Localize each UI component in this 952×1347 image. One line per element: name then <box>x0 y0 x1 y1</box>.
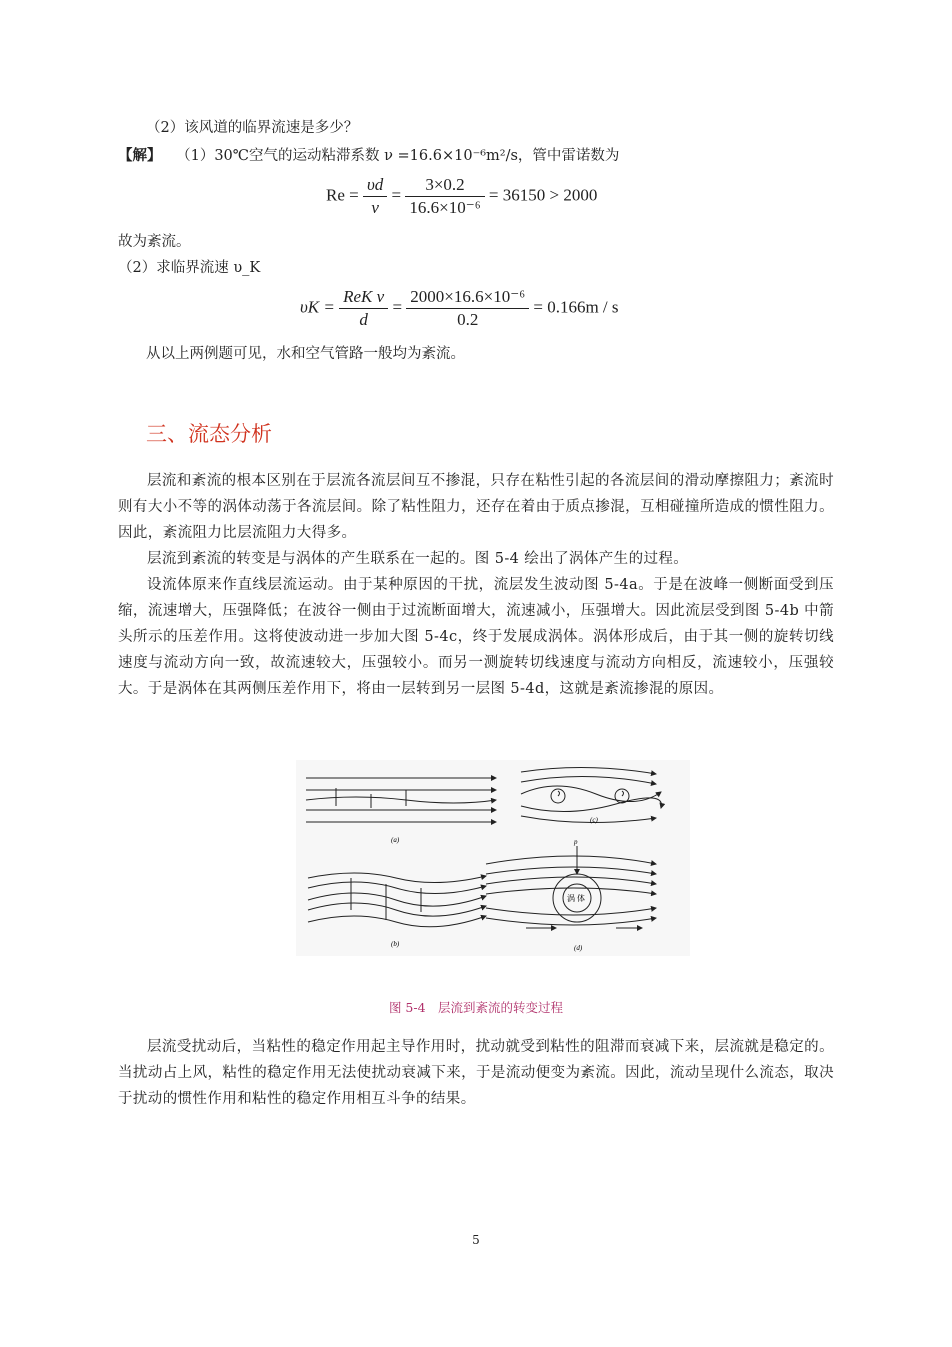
eq1-frac2 <box>405 174 484 219</box>
equation-reynolds <box>326 174 597 219</box>
eq2-frac2 <box>406 286 529 331</box>
paragraph-3: 设流体原来作直线层流运动。由于某种原因的干扰，流层发生波动图 5-4a。于是在波峰一侧断面受到压缩，流速增大，压强降低；在波谷一侧由于过流断面增大，流速减小，压强增大。因此流层受到图 5-4b 中箭头所示的压差作用。这将使波动进一步加大图 5-4c，终于发展成涡体。涡体形成后，由于其一侧的旋转切线速度与流动方向一致，故流速较大，压强较小。而另一测旋转切线速度与流动方向相反，流速较小，压强较大。于是涡体在其两侧压差作用下，将由一层转到另一层图 5-4d，这就是紊流掺混的原因。 <box>118 577 834 697</box>
panel-b-label: (b) <box>391 940 400 948</box>
eq1-f2-num: 3×0.2 <box>405 174 484 197</box>
step-2: （2）求临界流速 υ_K <box>118 260 261 276</box>
equation-critical-velocity <box>300 286 619 331</box>
solution-text: （1）30℃空气的运动粘滞系数 ν =16.6×10⁻⁶m²/s，管中雷诺数为 <box>176 148 620 164</box>
panel-a-label: (a) <box>391 836 400 844</box>
eq2-lhs: υK = <box>300 297 335 317</box>
remark: 从以上两例题可见，水和空气管路一般均为紊流。 <box>146 346 465 362</box>
eq2-f2-den: 0.2 <box>457 310 479 329</box>
solution-line <box>118 146 619 166</box>
eq1-frac1 <box>363 174 387 219</box>
body-text <box>118 468 834 702</box>
panel-d-p-label: p <box>574 838 578 846</box>
panel-d-label: (d) <box>574 944 583 952</box>
figure-5-4 <box>296 760 690 956</box>
eq2-f1-num: ReK ν <box>339 286 388 309</box>
conclusion-turbulent: 故为紊流。 <box>118 234 191 250</box>
paragraph-2: 层流到紊流的转变是与涡体的产生联系在一起的。图 5-4 绘出了涡体产生的过程。 <box>147 551 689 567</box>
panel-c-label: (c) <box>590 816 598 824</box>
eq2-f2-num: 2000×16.6×10⁻⁶ <box>406 286 529 309</box>
figure-caption: 图 5-4 层流到紊流的转变过程 <box>388 1000 564 1015</box>
eq-sign: = <box>392 297 403 317</box>
eq2-f1-den: d <box>359 310 368 329</box>
eq1-rhs: = 36150 > 2000 <box>488 185 598 205</box>
eq1-lhs: Re = <box>326 185 359 205</box>
eq2-frac1 <box>339 286 388 331</box>
paragraph-1: 层流和紊流的根本区别在于层流各流层间互不掺混，只存在粘性引起的各流层间的滑动摩擦阻力；紊流时则有大小不等的涡体动荡于各流层间。除了粘性阻力，还存在着由于质点掺混，互相碰撞所造成的惯性阻力。因此，紊流阻力比层流阻力大得多。 <box>118 473 834 541</box>
section-heading: 三、流态分析 <box>146 422 272 446</box>
eq1-f1-num: υd <box>363 174 387 197</box>
eq1-f2-den: 16.6×10⁻⁶ <box>409 198 481 217</box>
solution-label: 【解】 <box>118 147 162 164</box>
closing-paragraph: 层流受扰动后，当粘性的稳定作用起主导作用时，扰动就受到粘性的阻滞而衰减下来，层流就是稳定的。当扰动占上风，粘性的稳定作用无法使扰动衰减下来，于是流动便变为紊流。因此，流动呈现什么流态，取决于扰动的惯性作用和粘性的稳定作用相互斗争的结果。 <box>118 1039 834 1107</box>
question-2: （2）该风道的临界流速是多少？ <box>146 120 359 136</box>
eq1-f1-den: ν <box>371 198 379 217</box>
eq-sign: = <box>391 185 402 205</box>
closing-text <box>118 1034 834 1112</box>
eq2-rhs: = 0.166m / s <box>533 297 619 317</box>
vortex-label: 涡 体 <box>567 894 585 903</box>
page-number: 5 <box>472 1233 480 1247</box>
